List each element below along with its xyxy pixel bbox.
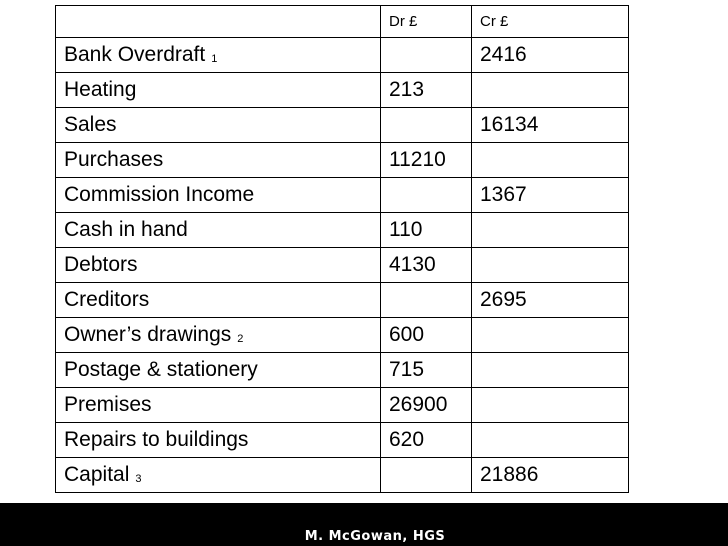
cr-cell [472, 248, 629, 283]
footnote-marker: 2 [237, 333, 244, 345]
table-row [56, 388, 629, 423]
account-name: Creditors [64, 288, 150, 311]
account-cell [56, 353, 381, 388]
cr-cell: 1367 [472, 178, 629, 213]
account-name: Capital [64, 463, 130, 486]
dr-cell [381, 108, 472, 143]
account-cell [56, 458, 381, 493]
account-header [56, 6, 381, 38]
account-name: Debtors [64, 253, 138, 276]
dr-cell: 4130 [381, 248, 472, 283]
table-row [56, 353, 629, 388]
cr-cell [472, 213, 629, 248]
account-cell [56, 248, 381, 283]
dr-cell: 26900 [381, 388, 472, 423]
account-name: Bank Overdraft [64, 43, 206, 66]
table-body [56, 38, 629, 493]
dr-cell: 213 [381, 73, 472, 108]
footnote-marker: 1 [211, 53, 218, 65]
account-name: Postage & stationery [64, 358, 258, 381]
cr-cell: 2695 [472, 283, 629, 318]
account-name: Heating [64, 78, 137, 101]
cr-cell [472, 353, 629, 388]
account-cell [56, 108, 381, 143]
account-name: Cash in hand [64, 218, 188, 241]
cr-header: Cr £ [472, 6, 629, 38]
table-row [56, 318, 629, 353]
cr-cell [472, 143, 629, 178]
table-row [56, 108, 629, 143]
account-name: Repairs to buildings [64, 428, 249, 451]
table-row [56, 283, 629, 318]
cr-cell [472, 73, 629, 108]
account-name: Owner’s drawings [64, 323, 232, 346]
trial-balance-table [55, 5, 629, 493]
cr-cell: 21886 [472, 458, 629, 493]
cr-cell [472, 388, 629, 423]
account-name: Premises [64, 393, 152, 416]
table-row [56, 423, 629, 458]
dr-cell: 715 [381, 353, 472, 388]
dr-cell [381, 458, 472, 493]
account-cell [56, 73, 381, 108]
table-row [56, 73, 629, 108]
account-cell [56, 143, 381, 178]
dr-cell [381, 178, 472, 213]
footer-credit: M. McGowan, HGS [304, 529, 446, 544]
account-cell [56, 283, 381, 318]
account-cell [56, 388, 381, 423]
cr-cell: 16134 [472, 108, 629, 143]
table-row [56, 38, 629, 73]
footnote-marker: 3 [135, 473, 142, 485]
account-name: Sales [64, 113, 117, 136]
account-name: Purchases [64, 148, 164, 171]
dr-cell [381, 38, 472, 73]
table-row [56, 213, 629, 248]
account-cell [56, 38, 381, 73]
table-row [56, 143, 629, 178]
account-cell [56, 178, 381, 213]
account-cell [56, 423, 381, 458]
table-row [56, 248, 629, 283]
cr-cell [472, 423, 629, 458]
header-row [56, 6, 629, 38]
dr-cell: 11210 [381, 143, 472, 178]
dr-cell: 110 [381, 213, 472, 248]
dr-cell: 600 [381, 318, 472, 353]
dr-cell: 620 [381, 423, 472, 458]
account-name: Commission Income [64, 183, 255, 206]
table-row [56, 458, 629, 493]
account-cell [56, 318, 381, 353]
dr-header: Dr £ [381, 6, 472, 38]
dr-cell [381, 283, 472, 318]
table-row [56, 178, 629, 213]
account-cell [56, 213, 381, 248]
cr-cell: 2416 [472, 38, 629, 73]
cr-cell [472, 318, 629, 353]
